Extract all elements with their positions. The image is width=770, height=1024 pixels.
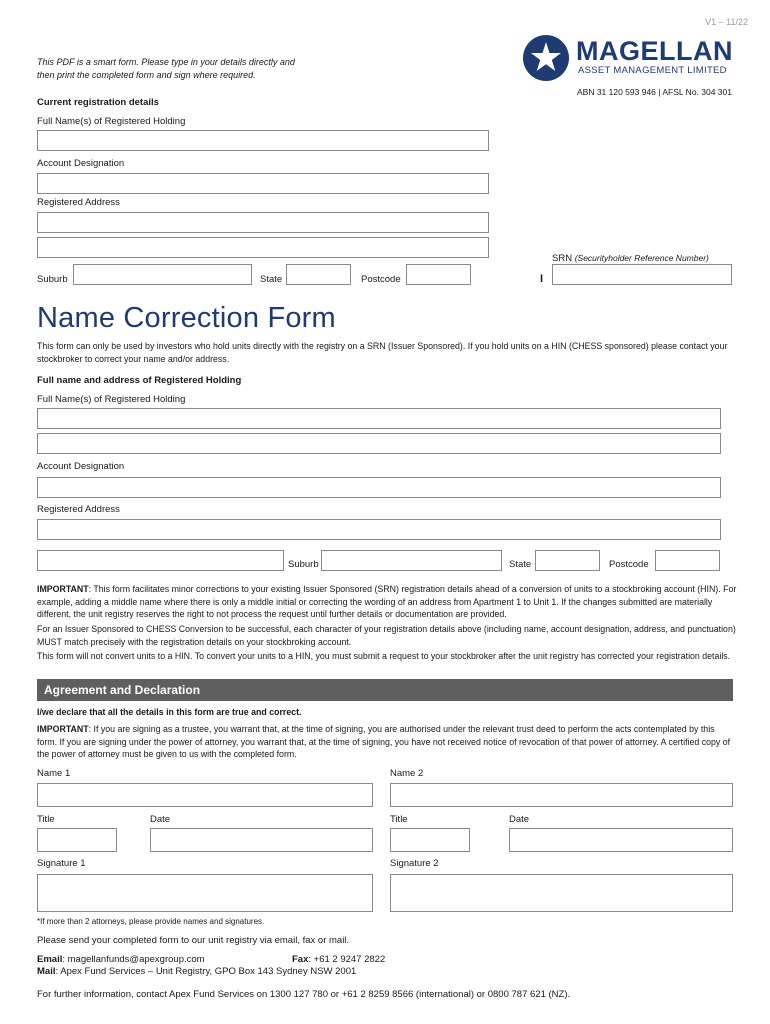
attorney-footnote: *If more than 2 attorneys, please provide names and signatures.: [37, 917, 265, 926]
form-intro: This form can only be used by investors who hold units directly with the registry on a SRN (Issuer Sponsored). If you hold units on a HIN (CHESS sponsored) please contact your stockbroker to correct your name and/or address.: [37, 341, 728, 364]
new-suburb-input[interactable]: [321, 550, 502, 571]
srn-label: SRN: [552, 253, 573, 264]
declaration-text: I/we declare that all the details in this form are true and correct.: [37, 707, 302, 717]
new-state-label: State: [509, 559, 532, 570]
date1-input[interactable]: [150, 828, 373, 852]
smart-form-note-line1: This PDF is a smart form. Please type in your details directly and: [37, 57, 295, 67]
new-postcode-label: Postcode: [609, 559, 649, 570]
email-label: Email: [37, 954, 63, 965]
current-postcode-input[interactable]: [406, 264, 471, 285]
logo-name: MAGELLAN: [576, 36, 733, 66]
current-full-name-input[interactable]: [37, 130, 489, 151]
new-postcode-input[interactable]: [655, 550, 720, 571]
new-address-label: Registered Address: [37, 504, 120, 515]
abn-afsl: ABN 31 120 593 946 | AFSL No. 304 301: [576, 87, 732, 97]
new-full-name-input-1[interactable]: [37, 408, 721, 429]
current-suburb-label: Suburb: [37, 274, 68, 285]
title2-label: Title: [390, 814, 408, 825]
smart-form-note-line2: then print the completed form and sign where required.: [37, 70, 256, 80]
agreement-important: [37, 723, 737, 761]
new-full-name-input-2[interactable]: [37, 433, 721, 454]
fax-label: Fax: [292, 954, 309, 965]
current-account-label: Account Designation: [37, 158, 125, 169]
magellan-star-icon: [522, 34, 570, 82]
send-instructions: Please send your completed form to our unit registry via email, fax or mail.: [37, 935, 350, 946]
current-suburb-input[interactable]: [73, 264, 252, 285]
version-label: V1 – 11/22: [705, 17, 748, 27]
form-title: Name Correction Form: [37, 302, 336, 334]
current-address-input-2[interactable]: [37, 237, 489, 258]
new-address-line-2-input[interactable]: [37, 550, 284, 571]
important-text-1: : This form facilitates minor corrections to your existing Issuer Sponsored (SRN) registration details ahead of a conversion of units to a stockbroking account (HIN). For example, adding a middle name where there is only a middle initial or correcting the wording of an address from Apartment 1 to Unit 1. If the changes submitted are materially different, the unit registry reserves the right to not process the request until further details or documentation are provided.: [37, 584, 737, 620]
fax-line: [292, 954, 385, 966]
mail-label: Mail: [37, 966, 56, 977]
magellan-logo: [522, 34, 734, 84]
new-full-name-label: Full Name(s) of Registered Holding: [37, 394, 186, 405]
agreement-important-text: : If you are signing as a trustee, you warrant that, at the time of signing, you are authorised under the relevant trust deed to perform the acts contemplated by this form. If you are signing under the power of attorney, you warrant that, at the time of signing, you have not received notice of revocation of that power of attorney. A certified copy of the power of attorney must be given to us with the completed form.: [37, 724, 731, 760]
current-state-input[interactable]: [286, 264, 351, 285]
srn-input[interactable]: [552, 264, 732, 285]
important-paragraph-1: [37, 583, 737, 621]
new-address-input[interactable]: [37, 519, 721, 540]
smart-form-note: [37, 56, 295, 82]
date2-input[interactable]: [509, 828, 733, 852]
title2-input[interactable]: [390, 828, 470, 852]
new-account-input[interactable]: [37, 477, 721, 498]
mail-value: : Apex Fund Services – Unit Registry, GPO Box 143 Sydney NSW 2001: [55, 966, 357, 977]
signature1-label: Signature 1: [37, 858, 86, 869]
new-details-heading: Full name and address of Registered Holding: [37, 375, 242, 386]
logo-subtitle: ASSET MANAGEMENT LIMITED: [578, 65, 727, 76]
new-state-input[interactable]: [535, 550, 600, 571]
title1-label: Title: [37, 814, 55, 825]
current-address-label: Registered Address: [37, 197, 120, 208]
date1-label: Date: [150, 814, 171, 825]
mail-line: [37, 966, 356, 978]
signature2-box[interactable]: [390, 874, 733, 912]
email-value: : magellanfunds@apexgroup.com: [62, 954, 205, 965]
current-full-name-label: Full Name(s) of Registered Holding: [37, 116, 186, 127]
date2-label: Date: [509, 814, 530, 825]
signature2-label: Signature 2: [390, 858, 439, 869]
current-details-heading: Current registration details: [37, 97, 159, 108]
srn-hint: (Securityholder Reference Number): [574, 253, 709, 263]
name1-label: Name 1: [37, 768, 71, 779]
new-account-label: Account Designation: [37, 461, 125, 472]
agreement-important-label: IMPORTANT: [37, 724, 89, 734]
important-paragraph-2: For an Issuer Sponsored to CHESS Conversion to be successful, each character of your registration details above (including name, account designation, address, and punctuation) MUST match precisely with the registration details on your stockbroking account.: [37, 624, 736, 647]
new-suburb-label: Suburb: [288, 559, 319, 570]
further-info: For further information, contact Apex Fund Services on 1300 127 780 or +61 2 8259 8566 (international) or 0800 787 621 (NZ).: [37, 989, 571, 1000]
name1-input[interactable]: [37, 783, 373, 807]
title1-input[interactable]: [37, 828, 117, 852]
srn-prefix: I: [540, 273, 544, 285]
agreement-banner: Agreement and Declaration: [37, 679, 733, 701]
important-label-1: IMPORTANT: [37, 584, 89, 594]
important-paragraph-3: This form will not convert units to a HIN. To convert your units to a HIN, you must submit a request to your stockbroker after the unit registry has corrected your registration details.: [37, 651, 731, 661]
current-address-input-1[interactable]: [37, 212, 489, 233]
signature1-box[interactable]: [37, 874, 373, 912]
name2-input[interactable]: [390, 783, 733, 807]
name2-label: Name 2: [390, 768, 424, 779]
fax-value: : +61 2 9247 2822: [308, 954, 386, 965]
email-line: [37, 954, 205, 966]
current-state-label: State: [260, 274, 283, 285]
current-account-input[interactable]: [37, 173, 489, 194]
current-postcode-label: Postcode: [361, 274, 401, 285]
